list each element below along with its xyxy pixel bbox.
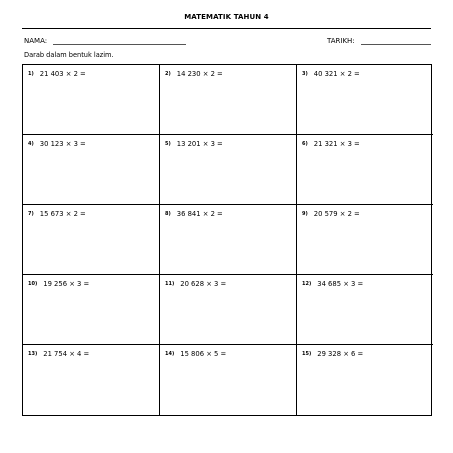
question-expression: 15 806 × 5 = [180,350,227,358]
question-expression: 30 123 × 3 = [39,140,86,148]
question-number: 9) [302,211,308,217]
question-cell [297,205,433,275]
question-number: 1) [28,71,34,77]
question-cell [23,65,160,135]
question-number: 5) [165,141,171,147]
question-number: 10) [28,281,38,287]
question-expression: 20 579 × 2 = [313,210,360,218]
question-expression: 36 841 × 2 = [176,210,223,218]
question [165,70,223,78]
instruction-text: Darab dalam bentuk lazim. [24,51,114,59]
question-cell [160,345,297,415]
question-expression: 21 321 × 3 = [313,140,360,148]
question-expression: 20 628 × 3 = [180,280,227,288]
question-cell [297,135,433,205]
question-expression: 13 201 × 3 = [176,140,223,148]
question [302,70,360,78]
date-label: TARIKH: [327,37,355,45]
question-cell [160,275,297,345]
question-number: 4) [28,141,34,147]
question-expression: 21 754 × 4 = [43,350,90,358]
question [28,350,89,358]
question [28,70,86,78]
question-cell [23,275,160,345]
question [302,350,363,358]
question-expression: 29 328 × 6 = [317,350,364,358]
question-number: 2) [165,71,171,77]
question-expression: 34 685 × 3 = [317,280,364,288]
question-cell [297,275,433,345]
question-cell [160,65,297,135]
question-cell [160,205,297,275]
question [165,140,223,148]
question-number: 14) [165,351,175,357]
question-cell [23,205,160,275]
question-grid [22,64,432,416]
question-expression: 19 256 × 3 = [43,280,90,288]
name-label: NAMA: [24,37,48,45]
question-number: 3) [302,71,308,77]
worksheet-title: MATEMATIK TAHUN 4 [184,13,269,21]
question [302,140,360,148]
question-number: 6) [302,141,308,147]
question-expression: 14 230 × 2 = [176,70,223,78]
title-divider [22,28,431,29]
question [302,210,360,218]
question [165,350,226,358]
question-cell [23,135,160,205]
question-cell [297,65,433,135]
question [28,280,89,288]
question-number: 8) [165,211,171,217]
question [165,210,223,218]
question-cell [23,345,160,415]
question-number: 12) [302,281,312,287]
question [28,140,86,148]
question-number: 11) [165,281,175,287]
date-field[interactable] [361,44,431,45]
question-cell [297,345,433,415]
question-number: 15) [302,351,312,357]
question [28,210,86,218]
question [302,280,363,288]
name-field[interactable] [53,44,186,45]
question-expression: 15 673 × 2 = [39,210,86,218]
question-expression: 21 403 × 2 = [39,70,86,78]
question-cell [160,135,297,205]
question [165,280,226,288]
question-number: 7) [28,211,34,217]
question-number: 13) [28,351,38,357]
question-expression: 40 321 × 2 = [313,70,360,78]
